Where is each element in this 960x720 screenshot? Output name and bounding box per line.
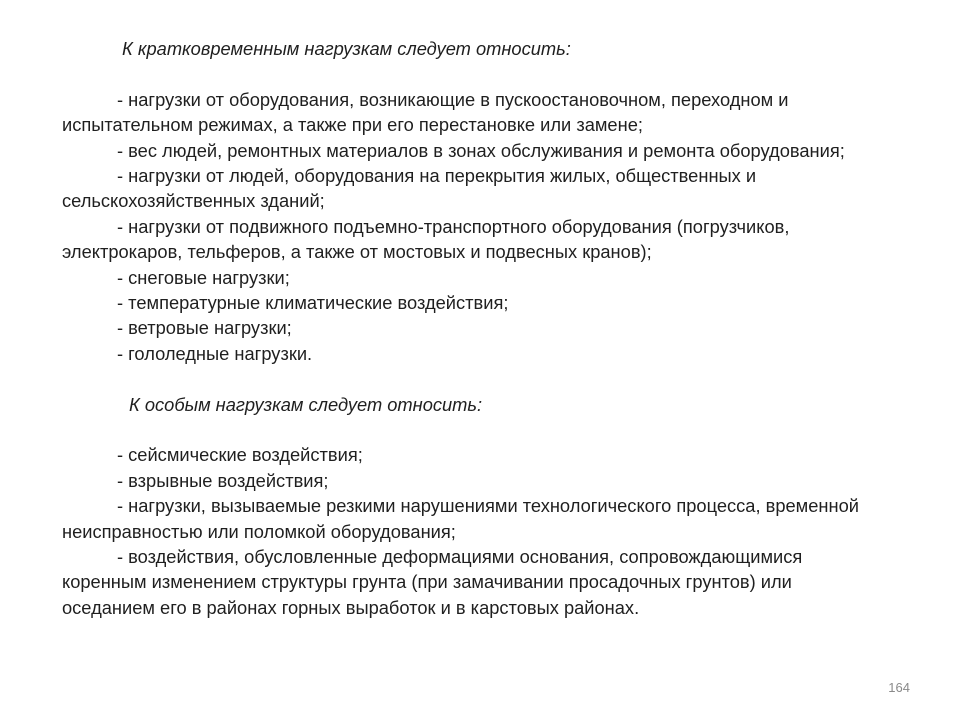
list-item-line: - нагрузки, вызываемые резкими нарушениями технологического процесса, временной (117, 495, 859, 517)
list-item-line: испытательном режимах, а также при его перестановке или замене; (62, 114, 643, 136)
list-item (62, 341, 932, 366)
list-item-line: оседанием его в районах горных выработок и в карстовых районах. (62, 596, 640, 618)
list-item (62, 442, 932, 467)
list-item (62, 214, 932, 265)
list-item (62, 315, 932, 340)
section-heading-short-term-loads: К кратковременным нагрузкам следует относить: (122, 38, 571, 59)
list-item-line: - ветровые нагрузки; (117, 317, 292, 339)
list-item-line: неисправностью или поломкой оборудования; (62, 520, 456, 542)
spacer (62, 417, 932, 442)
list-item-line: - нагрузки от подвижного подъемно-транспортного оборудования (погрузчиков, (117, 215, 790, 237)
list-item-line: - вес людей, ремонтных материалов в зонах обслуживания и ремонта оборудования; (117, 139, 845, 161)
spacer (62, 61, 932, 86)
spacer (62, 366, 932, 391)
list-item-line: - нагрузки от людей, оборудования на перекрытия жилых, общественных и (117, 165, 757, 187)
list-item-line: - сейсмические воздействия; (117, 444, 363, 466)
list-item (62, 87, 932, 138)
list-item-line: - температурные климатические воздействия; (117, 292, 509, 314)
list-item-line: - гололедные нагрузки. (117, 342, 313, 364)
list-item (62, 265, 932, 290)
list-item (62, 290, 932, 315)
list-item-line: - воздействия, обусловленные деформациями основания, сопровождающимися (117, 546, 803, 568)
list-item (62, 163, 932, 214)
list-item (62, 544, 932, 620)
list-item-line: - снеговые нагрузки; (117, 266, 290, 288)
page-number: 164 (888, 680, 910, 695)
list-item-line: коренным изменением структуры грунта (при замачивании просадочных грунтов) или (62, 571, 792, 593)
list-item (62, 468, 932, 493)
list-item-line: электрокаров, тельферов, а также от мостовых и подвесных кранов); (62, 241, 652, 263)
list-item-line: сельскохозяйственных зданий; (62, 190, 325, 212)
slide-content (62, 36, 932, 620)
list-item (62, 493, 932, 544)
list-item-line: - взрывные воздействия; (117, 469, 329, 491)
list-item-line: - нагрузки от оборудования, возникающие в пускоостановочном, переходном и (117, 88, 789, 110)
section-heading-special-loads: К особым нагрузкам следует относить: (129, 393, 483, 415)
list-item (62, 138, 932, 163)
